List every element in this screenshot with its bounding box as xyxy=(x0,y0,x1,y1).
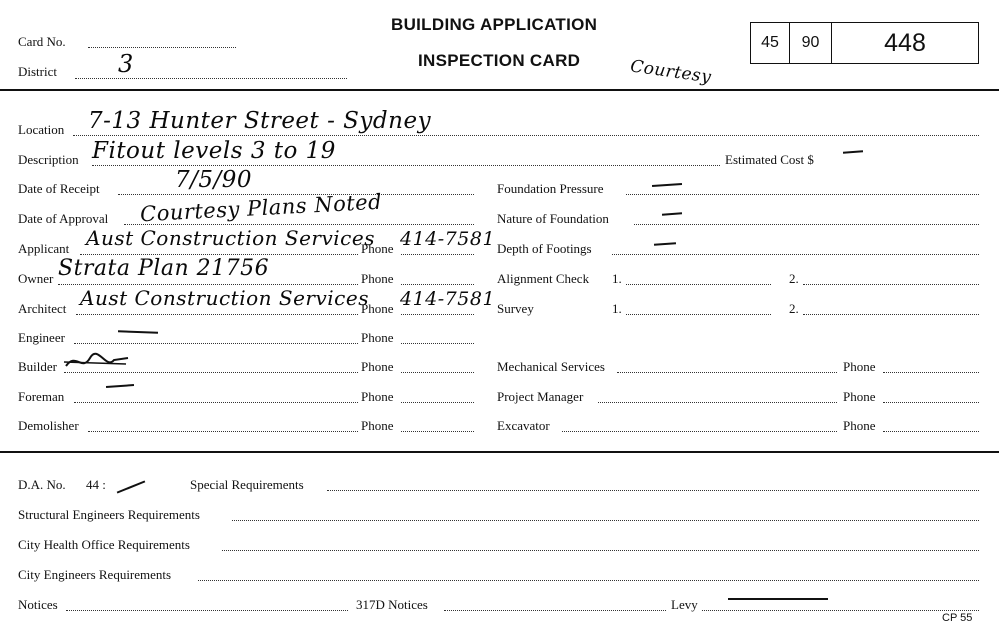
survey-label: Survey xyxy=(497,301,534,316)
survey-1-label: 1. xyxy=(612,301,622,316)
city-eng-req-label: City Engineers Requirements xyxy=(18,567,172,582)
location-label: Location xyxy=(18,122,65,137)
district-value: 3 xyxy=(118,50,134,78)
survey-2-label: 2. xyxy=(789,301,799,316)
location-field[interactable] xyxy=(73,135,979,136)
applicant-phone-value: 414-7581 xyxy=(400,228,496,250)
survey-2-field[interactable] xyxy=(803,314,979,315)
card-no-field[interactable] xyxy=(88,47,236,48)
applicant-value: Aust Construction Services xyxy=(86,226,375,250)
form-code: CP 55 xyxy=(942,612,973,624)
code-box-3: 448 xyxy=(831,22,979,64)
alignment-1-field[interactable] xyxy=(626,284,771,285)
engineer-dash xyxy=(118,330,158,333)
demolisher-label: Demolisher xyxy=(18,418,79,433)
foreman-field[interactable] xyxy=(74,402,358,403)
notices-317d-label: 317D Notices xyxy=(356,597,428,612)
da-no-dash xyxy=(117,480,146,493)
architect-value: Aust Construction Services xyxy=(80,286,369,310)
city-eng-req-field[interactable] xyxy=(198,580,979,581)
architect-phone-value: 414-7581 xyxy=(400,288,496,310)
survey-1-field[interactable] xyxy=(626,314,771,315)
date-receipt-value: 7/5/90 xyxy=(175,167,253,193)
builder-phone-field[interactable] xyxy=(401,372,474,373)
district-label: District xyxy=(18,64,57,79)
description-value: Fitout levels 3 to 19 xyxy=(92,138,336,164)
estimated-cost-dash xyxy=(843,150,863,153)
mechanical-field[interactable] xyxy=(617,372,837,373)
project-manager-phone-label: Phone xyxy=(843,389,876,404)
architect-label: Architect xyxy=(18,301,67,316)
engineer-phone-field[interactable] xyxy=(401,343,474,344)
levy-line xyxy=(728,598,828,600)
nature-foundation-label: Nature of Foundation xyxy=(497,211,609,226)
owner-phone-field[interactable] xyxy=(401,284,474,285)
owner-value: Strata Plan 21756 xyxy=(58,256,270,281)
description-field[interactable] xyxy=(92,165,720,166)
project-manager-field[interactable] xyxy=(598,402,837,403)
special-req-field[interactable] xyxy=(327,490,979,491)
foundation-pressure-label: Foundation Pressure xyxy=(497,181,604,196)
form-subtitle: INSPECTION CARD xyxy=(418,51,581,70)
builder-scribble xyxy=(62,350,132,374)
code-box-1: 45 xyxy=(750,22,790,64)
foundation-pressure-dash xyxy=(652,183,682,187)
nature-foundation-dash xyxy=(662,212,682,215)
project-manager-phone-field[interactable] xyxy=(883,402,979,403)
architect-phone-label: Phone xyxy=(361,301,394,316)
builder-label: Builder xyxy=(18,359,57,374)
alignment-2-field[interactable] xyxy=(803,284,979,285)
form-title: BUILDING APPLICATION xyxy=(391,15,598,34)
levy-label: Levy xyxy=(671,597,698,612)
owner-label: Owner xyxy=(18,271,54,286)
foreman-dash xyxy=(106,384,134,388)
depth-footings-label: Depth of Footings xyxy=(497,241,592,256)
da-no-value: 44 : xyxy=(86,477,106,492)
excavator-label: Excavator xyxy=(497,418,550,433)
owner-field[interactable] xyxy=(58,284,358,285)
demolisher-phone-field[interactable] xyxy=(401,431,474,432)
foundation-pressure-field[interactable] xyxy=(626,194,979,195)
foreman-phone-field[interactable] xyxy=(401,402,474,403)
mechanical-phone-field[interactable] xyxy=(883,372,979,373)
depth-footings-field[interactable] xyxy=(612,254,979,255)
location-value: 7-13 Hunter Street - Sydney xyxy=(88,108,432,134)
builder-phone-label: Phone xyxy=(361,359,394,374)
applicant-field[interactable] xyxy=(80,254,358,255)
alignment-1-label: 1. xyxy=(612,271,622,286)
applicant-label: Applicant xyxy=(18,241,70,256)
excavator-phone-field[interactable] xyxy=(883,431,979,432)
date-receipt-label: Date of Receipt xyxy=(18,181,100,196)
special-req-label: Special Requirements xyxy=(190,477,304,492)
applicant-phone-label: Phone xyxy=(361,241,394,256)
mechanical-phone-label: Phone xyxy=(843,359,876,374)
notices-field[interactable] xyxy=(66,610,348,611)
estimated-cost-label: Estimated Cost $ xyxy=(725,152,814,167)
structural-req-label: Structural Engineers Requirements xyxy=(18,507,200,522)
engineer-field[interactable] xyxy=(74,343,358,344)
health-req-field[interactable] xyxy=(222,550,979,551)
engineer-label: Engineer xyxy=(18,330,65,345)
notices-317d-field[interactable] xyxy=(444,610,666,611)
levy-field[interactable] xyxy=(702,610,979,611)
architect-field[interactable] xyxy=(76,314,358,315)
description-label: Description xyxy=(18,152,79,167)
demolisher-field[interactable] xyxy=(88,431,358,432)
project-manager-label: Project Manager xyxy=(497,389,584,404)
mechanical-label: Mechanical Services xyxy=(497,359,605,374)
code-box-2: 90 xyxy=(789,22,832,64)
engineer-phone-label: Phone xyxy=(361,330,394,345)
architect-phone-field[interactable] xyxy=(401,314,474,315)
date-approval-value: Courtesy Plans Noted xyxy=(139,189,383,227)
alignment-2-label: 2. xyxy=(789,271,799,286)
card-no-label: Card No. xyxy=(18,34,66,49)
foreman-label: Foreman xyxy=(18,389,65,404)
alignment-label: Alignment Check xyxy=(497,271,590,286)
notices-label: Notices xyxy=(18,597,58,612)
depth-footings-dash xyxy=(654,242,676,246)
header-divider xyxy=(0,89,999,91)
section-divider xyxy=(0,451,999,453)
foreman-phone-label: Phone xyxy=(361,389,394,404)
nature-foundation-field[interactable] xyxy=(634,224,979,225)
health-req-label: City Health Office Requirements xyxy=(18,537,190,552)
structural-req-field[interactable] xyxy=(232,520,979,521)
da-no-label: D.A. No. xyxy=(18,477,66,492)
excavator-field[interactable] xyxy=(562,431,837,432)
applicant-phone-field[interactable] xyxy=(401,254,474,255)
district-field[interactable] xyxy=(75,78,347,79)
demolisher-phone-label: Phone xyxy=(361,418,394,433)
excavator-phone-label: Phone xyxy=(843,418,876,433)
owner-phone-label: Phone xyxy=(361,271,394,286)
date-approval-label: Date of Approval xyxy=(18,211,109,226)
courtesy-note: Courtesy xyxy=(629,56,713,88)
